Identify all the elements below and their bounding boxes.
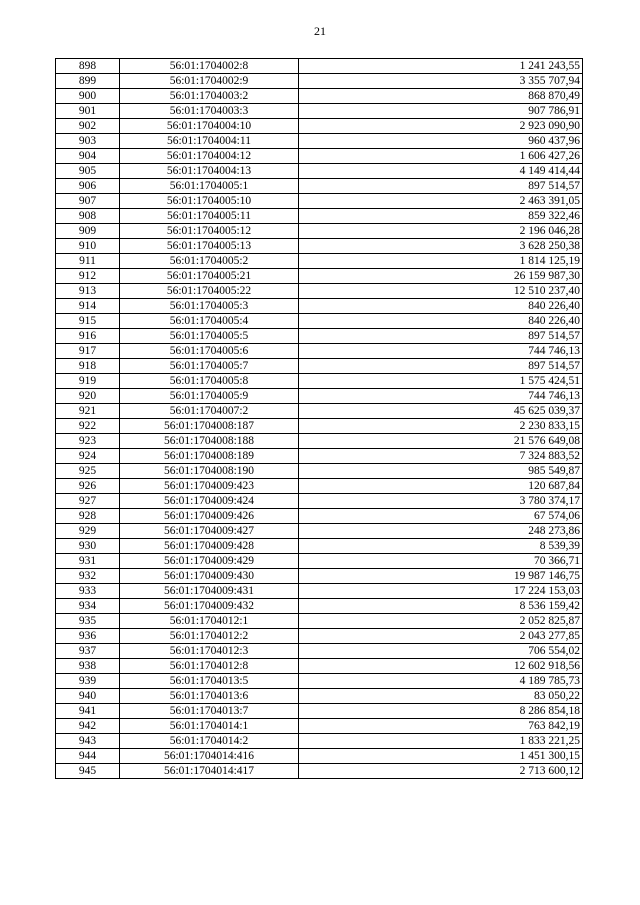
table-row bbox=[56, 689, 583, 704]
row-number-cell: 921 bbox=[56, 404, 120, 419]
table-row bbox=[56, 89, 583, 104]
cadastral-number-cell: 56:01:1704005:6 bbox=[120, 344, 299, 359]
page-number: 21 bbox=[314, 24, 326, 38]
cadastral-value-cell: 12 602 918,56 bbox=[299, 659, 583, 674]
cadastral-value-cell: 2 043 277,85 bbox=[299, 629, 583, 644]
cadastral-number-cell: 56:01:1704014:2 bbox=[120, 734, 299, 749]
table-row bbox=[56, 464, 583, 479]
table-row bbox=[56, 119, 583, 134]
table-row bbox=[56, 659, 583, 674]
cadastral-value-cell: 2 713 600,12 bbox=[299, 764, 583, 779]
table-row bbox=[56, 359, 583, 374]
cadastral-value-cell: 248 273,86 bbox=[299, 524, 583, 539]
row-number-cell: 937 bbox=[56, 644, 120, 659]
table-row bbox=[56, 434, 583, 449]
row-number-cell: 905 bbox=[56, 164, 120, 179]
table-row bbox=[56, 539, 583, 554]
row-number-cell: 915 bbox=[56, 314, 120, 329]
cadastral-number-cell: 56:01:1704005:3 bbox=[120, 299, 299, 314]
cadastral-number-cell: 56:01:1704005:8 bbox=[120, 374, 299, 389]
cadastral-number-cell: 56:01:1704005:7 bbox=[120, 359, 299, 374]
row-number-cell: 930 bbox=[56, 539, 120, 554]
table-row bbox=[56, 74, 583, 89]
cadastral-number-cell: 56:01:1704005:21 bbox=[120, 269, 299, 284]
row-number-cell: 941 bbox=[56, 704, 120, 719]
table-row bbox=[56, 344, 583, 359]
cadastral-number-cell: 56:01:1704009:432 bbox=[120, 599, 299, 614]
cadastral-number-cell: 56:01:1704009:426 bbox=[120, 509, 299, 524]
row-number-cell: 926 bbox=[56, 479, 120, 494]
cadastral-value-cell: 4 189 785,73 bbox=[299, 674, 583, 689]
row-number-cell: 936 bbox=[56, 629, 120, 644]
table-row bbox=[56, 494, 583, 509]
cadastral-number-cell: 56:01:1704005:10 bbox=[120, 194, 299, 209]
table-row bbox=[56, 164, 583, 179]
cadastral-value-cell: 897 514,57 bbox=[299, 329, 583, 344]
cadastral-number-cell: 56:01:1704008:190 bbox=[120, 464, 299, 479]
cadastral-number-cell: 56:01:1704002:9 bbox=[120, 74, 299, 89]
table-row bbox=[56, 374, 583, 389]
row-number-cell: 918 bbox=[56, 359, 120, 374]
row-number-cell: 912 bbox=[56, 269, 120, 284]
cadastral-number-cell: 56:01:1704009:423 bbox=[120, 479, 299, 494]
cadastral-value-cell: 3 355 707,94 bbox=[299, 74, 583, 89]
cadastral-value-cell: 907 786,91 bbox=[299, 104, 583, 119]
row-number-cell: 914 bbox=[56, 299, 120, 314]
table-row bbox=[56, 269, 583, 284]
table-row bbox=[56, 254, 583, 269]
cadastral-number-cell: 56:01:1704004:11 bbox=[120, 134, 299, 149]
row-number-cell: 898 bbox=[56, 59, 120, 74]
cadastral-value-cell: 8 286 854,18 bbox=[299, 704, 583, 719]
row-number-cell: 911 bbox=[56, 254, 120, 269]
table-row bbox=[56, 584, 583, 599]
cadastral-value-cell: 1 814 125,19 bbox=[299, 254, 583, 269]
row-number-cell: 902 bbox=[56, 119, 120, 134]
row-number-cell: 945 bbox=[56, 764, 120, 779]
cadastral-number-cell: 56:01:1704005:22 bbox=[120, 284, 299, 299]
table-row bbox=[56, 479, 583, 494]
cadastral-number-cell: 56:01:1704005:12 bbox=[120, 224, 299, 239]
cadastral-value-cell: 21 576 649,08 bbox=[299, 434, 583, 449]
cadastral-value-cell: 1 451 300,15 bbox=[299, 749, 583, 764]
cadastral-value-cell: 8 536 159,42 bbox=[299, 599, 583, 614]
table-row bbox=[56, 299, 583, 314]
row-number-cell: 909 bbox=[56, 224, 120, 239]
row-number-cell: 938 bbox=[56, 659, 120, 674]
row-number-cell: 928 bbox=[56, 509, 120, 524]
cadastral-value-cell: 744 746,13 bbox=[299, 389, 583, 404]
table-row bbox=[56, 764, 583, 779]
cadastral-number-cell: 56:01:1704009:424 bbox=[120, 494, 299, 509]
cadastral-number-cell: 56:01:1704012:2 bbox=[120, 629, 299, 644]
table-row bbox=[56, 224, 583, 239]
table-row bbox=[56, 314, 583, 329]
cadastral-number-cell: 56:01:1704005:13 bbox=[120, 239, 299, 254]
cadastral-value-cell: 8 539,39 bbox=[299, 539, 583, 554]
table-row bbox=[56, 284, 583, 299]
row-number-cell: 925 bbox=[56, 464, 120, 479]
cadastral-number-cell: 56:01:1704005:5 bbox=[120, 329, 299, 344]
cadastral-value-cell: 19 987 146,75 bbox=[299, 569, 583, 584]
table-row bbox=[56, 644, 583, 659]
cadastral-number-cell: 56:01:1704007:2 bbox=[120, 404, 299, 419]
row-number-cell: 943 bbox=[56, 734, 120, 749]
row-number-cell: 907 bbox=[56, 194, 120, 209]
row-number-cell: 908 bbox=[56, 209, 120, 224]
cadastral-value-cell: 985 549,87 bbox=[299, 464, 583, 479]
cadastral-number-cell: 56:01:1704008:188 bbox=[120, 434, 299, 449]
cadastral-value-cell: 26 159 987,30 bbox=[299, 269, 583, 284]
cadastral-value-cell: 744 746,13 bbox=[299, 344, 583, 359]
row-number-cell: 910 bbox=[56, 239, 120, 254]
cadastral-number-cell: 56:01:1704012:8 bbox=[120, 659, 299, 674]
cadastral-value-cell: 1 606 427,26 bbox=[299, 149, 583, 164]
cadastral-value-cell: 1 241 243,55 bbox=[299, 59, 583, 74]
cadastral-number-cell: 56:01:1704013:7 bbox=[120, 704, 299, 719]
cadastral-number-cell: 56:01:1704012:1 bbox=[120, 614, 299, 629]
cadastral-value-cell: 2 230 833,15 bbox=[299, 419, 583, 434]
table-row bbox=[56, 194, 583, 209]
row-number-cell: 929 bbox=[56, 524, 120, 539]
row-number-cell: 932 bbox=[56, 569, 120, 584]
table-row bbox=[56, 674, 583, 689]
cadastral-value-cell: 45 625 039,37 bbox=[299, 404, 583, 419]
row-number-cell: 917 bbox=[56, 344, 120, 359]
table-row bbox=[56, 509, 583, 524]
cadastral-value-cell: 859 322,46 bbox=[299, 209, 583, 224]
row-number-cell: 919 bbox=[56, 374, 120, 389]
row-number-cell: 931 bbox=[56, 554, 120, 569]
cadastral-value-cell: 1 575 424,51 bbox=[299, 374, 583, 389]
table-row bbox=[56, 614, 583, 629]
table-row bbox=[56, 59, 583, 74]
row-number-cell: 944 bbox=[56, 749, 120, 764]
table-row bbox=[56, 239, 583, 254]
row-number-cell: 899 bbox=[56, 74, 120, 89]
cadastral-value-cell: 2 463 391,05 bbox=[299, 194, 583, 209]
cadastral-value-cell: 706 554,02 bbox=[299, 644, 583, 659]
row-number-cell: 923 bbox=[56, 434, 120, 449]
cadastral-value-cell: 67 574,06 bbox=[299, 509, 583, 524]
cadastral-value-cell: 120 687,84 bbox=[299, 479, 583, 494]
cadastral-value-cell: 2 923 090,90 bbox=[299, 119, 583, 134]
cadastral-value-cell: 840 226,40 bbox=[299, 299, 583, 314]
cadastral-number-cell: 56:01:1704013:5 bbox=[120, 674, 299, 689]
row-number-cell: 924 bbox=[56, 449, 120, 464]
row-number-cell: 927 bbox=[56, 494, 120, 509]
cadastral-value-cell: 17 224 153,03 bbox=[299, 584, 583, 599]
cadastral-number-cell: 56:01:1704014:1 bbox=[120, 719, 299, 734]
row-number-cell: 935 bbox=[56, 614, 120, 629]
cadastral-number-cell: 56:01:1704004:13 bbox=[120, 164, 299, 179]
cadastral-value-table bbox=[55, 58, 583, 779]
row-number-cell: 933 bbox=[56, 584, 120, 599]
row-number-cell: 920 bbox=[56, 389, 120, 404]
cadastral-number-cell: 56:01:1704013:6 bbox=[120, 689, 299, 704]
cadastral-value-cell: 897 514,57 bbox=[299, 359, 583, 374]
cadastral-number-cell: 56:01:1704004:10 bbox=[120, 119, 299, 134]
cadastral-number-cell: 56:01:1704009:429 bbox=[120, 554, 299, 569]
cadastral-value-cell: 840 226,40 bbox=[299, 314, 583, 329]
cadastral-value-cell: 3 628 250,38 bbox=[299, 239, 583, 254]
table-row bbox=[56, 719, 583, 734]
table-row bbox=[56, 419, 583, 434]
row-number-cell: 901 bbox=[56, 104, 120, 119]
row-number-cell: 904 bbox=[56, 149, 120, 164]
table-row bbox=[56, 749, 583, 764]
cadastral-number-cell: 56:01:1704009:427 bbox=[120, 524, 299, 539]
table-row bbox=[56, 149, 583, 164]
table-row bbox=[56, 104, 583, 119]
cadastral-value-cell: 960 437,96 bbox=[299, 134, 583, 149]
cadastral-number-cell: 56:01:1704009:431 bbox=[120, 584, 299, 599]
row-number-cell: 900 bbox=[56, 89, 120, 104]
table-row bbox=[56, 599, 583, 614]
cadastral-number-cell: 56:01:1704005:4 bbox=[120, 314, 299, 329]
cadastral-number-cell: 56:01:1704008:187 bbox=[120, 419, 299, 434]
table-row bbox=[56, 404, 583, 419]
cadastral-number-cell: 56:01:1704003:2 bbox=[120, 89, 299, 104]
cadastral-value-cell: 2 052 825,87 bbox=[299, 614, 583, 629]
cadastral-number-cell: 56:01:1704004:12 bbox=[120, 149, 299, 164]
table-row bbox=[56, 524, 583, 539]
cadastral-value-cell: 70 366,71 bbox=[299, 554, 583, 569]
cadastral-value-cell: 3 780 374,17 bbox=[299, 494, 583, 509]
table-row bbox=[56, 134, 583, 149]
row-number-cell: 942 bbox=[56, 719, 120, 734]
cadastral-number-cell: 56:01:1704005:9 bbox=[120, 389, 299, 404]
cadastral-number-cell: 56:01:1704002:8 bbox=[120, 59, 299, 74]
row-number-cell: 922 bbox=[56, 419, 120, 434]
cadastral-value-cell: 868 870,49 bbox=[299, 89, 583, 104]
cadastral-value-cell: 4 149 414,44 bbox=[299, 164, 583, 179]
cadastral-value-cell: 897 514,57 bbox=[299, 179, 583, 194]
row-number-cell: 913 bbox=[56, 284, 120, 299]
table-row bbox=[56, 704, 583, 719]
table-row bbox=[56, 209, 583, 224]
table-row bbox=[56, 554, 583, 569]
cadastral-number-cell: 56:01:1704014:416 bbox=[120, 749, 299, 764]
cadastral-number-cell: 56:01:1704009:428 bbox=[120, 539, 299, 554]
table-row bbox=[56, 329, 583, 344]
table-row bbox=[56, 569, 583, 584]
cadastral-number-cell: 56:01:1704008:189 bbox=[120, 449, 299, 464]
cadastral-number-cell: 56:01:1704014:417 bbox=[120, 764, 299, 779]
table-row bbox=[56, 389, 583, 404]
cadastral-number-cell: 56:01:1704005:2 bbox=[120, 254, 299, 269]
cadastral-number-cell: 56:01:1704005:1 bbox=[120, 179, 299, 194]
row-number-cell: 903 bbox=[56, 134, 120, 149]
cadastral-value-cell: 12 510 237,40 bbox=[299, 284, 583, 299]
cadastral-value-cell: 7 324 883,52 bbox=[299, 449, 583, 464]
table-row bbox=[56, 179, 583, 194]
cadastral-value-cell: 2 196 046,28 bbox=[299, 224, 583, 239]
cadastral-value-cell: 763 842,19 bbox=[299, 719, 583, 734]
cadastral-number-cell: 56:01:1704003:3 bbox=[120, 104, 299, 119]
table-row bbox=[56, 734, 583, 749]
row-number-cell: 940 bbox=[56, 689, 120, 704]
table-row bbox=[56, 449, 583, 464]
cadastral-number-cell: 56:01:1704005:11 bbox=[120, 209, 299, 224]
row-number-cell: 939 bbox=[56, 674, 120, 689]
cadastral-number-cell: 56:01:1704012:3 bbox=[120, 644, 299, 659]
row-number-cell: 906 bbox=[56, 179, 120, 194]
table-row bbox=[56, 629, 583, 644]
cadastral-value-cell: 83 050,22 bbox=[299, 689, 583, 704]
cadastral-value-cell: 1 833 221,25 bbox=[299, 734, 583, 749]
row-number-cell: 934 bbox=[56, 599, 120, 614]
table-body bbox=[56, 59, 583, 779]
row-number-cell: 916 bbox=[56, 329, 120, 344]
cadastral-number-cell: 56:01:1704009:430 bbox=[120, 569, 299, 584]
